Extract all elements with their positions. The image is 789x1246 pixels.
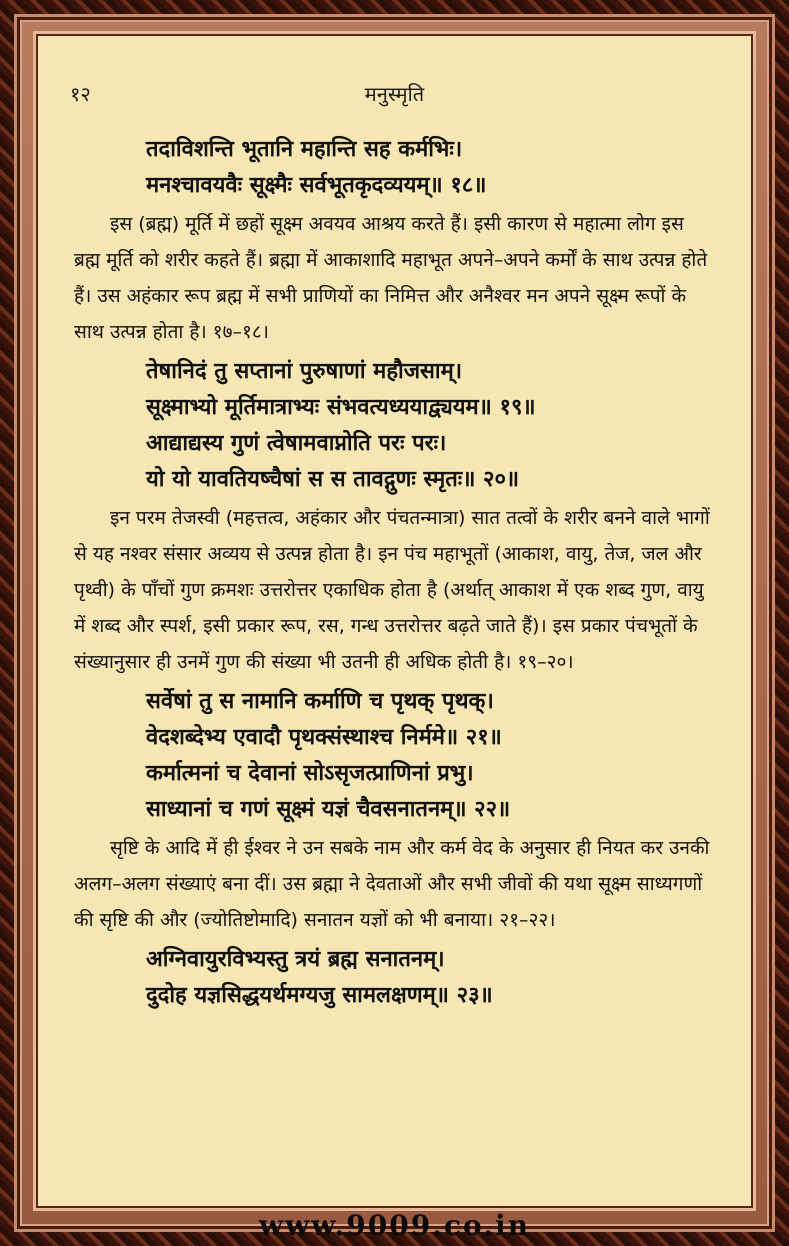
sanskrit-verse-line: आद्याद्यस्य गुणं त्वेषामवाप्नोति परः परः। [146,431,447,456]
sanskrit-verse-line: यो यो यावतियष्चैषां स स तावद्गुणः स्मृतः॥ २०॥ [146,467,520,492]
sanskrit-verse-line: तेषानिदं तु सप्तानां पुरुषाणां महौजसाम्। [146,359,463,384]
hindi-commentary-paragraph: सृष्टि के आदि में ही ईश्वर ने उन सबके नाम और कर्म वेद के अनुसार ही नियत कर उनकी अलग–अलग संख्याएं बना दीं। उस ब्रह्मा ने देवताओं और सभी जीवों की यथा सूक्ष्म साध्यगणों की सृष्टि की और (ज्योतिष्टोमादि) सनातन यज्ञों को भी बनाया। २१–२२। [74,837,710,931]
sanskrit-verse-line: सूक्ष्माभ्यो मूर्तिमात्राभ्यः संभवत्यध्ययाद्व्ययम॥ १९॥ [146,395,536,420]
sanskrit-verse-line: मनश्चावयवैः सूक्ष्मैः सर्वभूतकृदव्ययम्॥ १८॥ [146,173,487,198]
hindi-commentary-paragraph: इस (ब्रह्म) मूर्ति में छहों सूक्ष्म अवयव आश्रय करते हैं। इसी कारण से महात्मा लोग इस ब्रह्म मूर्ति को शरीर कहते हैं। ब्रह्मा में आकाशादि महाभूत अपने–अपने कर्मों के साथ उत्पन्न होते हैं। उस अहंकार रूप ब्रह्म में सभी प्राणियों का निमित्त और अनैश्वर मन अपने सूक्ष्म रूपों के साथ उत्पन्न होता है। १७–१८। [74,213,708,343]
page-header [38,80,751,120]
sanskrit-verse-line: तदाविशन्ति भूतानि महान्ति सह कर्मभिः। [146,137,463,162]
running-title: मनुस्मृति [364,82,425,106]
page-number: १२ [70,82,91,106]
sanskrit-verse-line: कर्मात्मनां च देवानां सोऽसृजत्प्राणिनां प्रभु। [146,761,474,786]
sanskrit-verse-line: साध्यानां च गणं सूक्ष्मं यज्ञं चैवसनातनम्॥ २२॥ [146,797,511,822]
page-content [74,132,714,1014]
hindi-commentary-paragraph: इन परम तेजस्वी (महत्तत्व, अहंकार और पंचतन्मात्रा) सात तत्वों के शरीर बनने वाले भागों से यह नश्वर संसार अव्यय से उत्पन्न होता है। इन पंच महाभूतों (आकाश, वायु, तेज, जल और पृथ्वी) के पाँचों गुण क्रमशः उत्तरोत्तर एकाधिक होता है (अर्थात् आकाश में एक शब्द गुण, वायु में शब्द और स्पर्श, इसी प्रकार रूप, रस, गन्ध उत्तरोत्तर बढ़ते जाते हैं)। इस प्रकार पंचभूतों के संख्यानुसार ही उनमें गुण की संख्या भी उतनी ही अधिक होती है। १९–२०। [74,507,710,673]
sanskrit-verse-line: सर्वेषां तु स नामानि कर्माणि च पृथक् पृथक्। [146,689,494,714]
sanskrit-verse-line: दुदोह यज्ञसिद्धयर्थमग्यजु सामलक्षणम्॥ २३॥ [146,983,493,1008]
website-watermark: www.9009.co.in [259,1209,530,1242]
book-page [38,36,751,1206]
sanskrit-verse-line: वेदशब्देभ्य एवादौ पृथक्संस्थाश्च निर्ममे॥ २१॥ [146,725,502,750]
sanskrit-verse-line: अग्निवायुरविभ्यस्तु त्रयं ब्रह्म सनातनम्। [146,947,445,972]
